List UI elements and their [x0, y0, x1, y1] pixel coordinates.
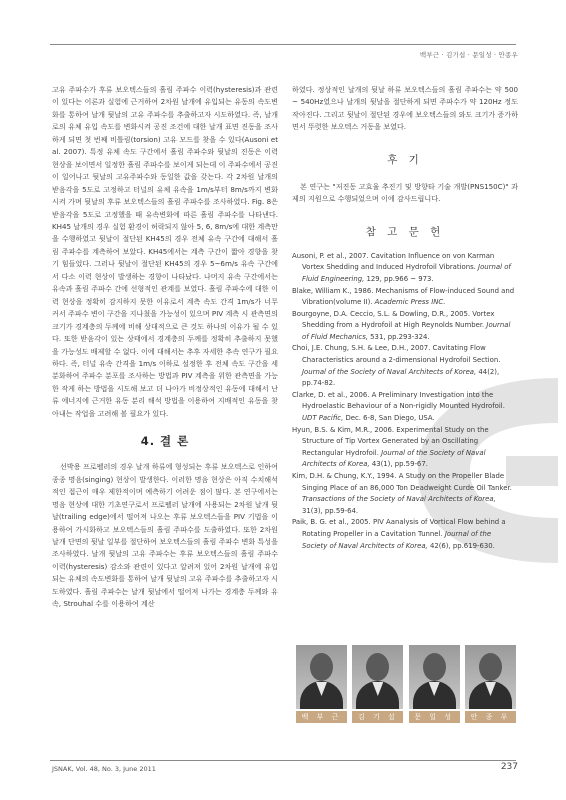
footer-journal-citation: JSNAK, Vol. 48, No. 3, June 2011: [52, 765, 156, 773]
author-name-label: 백 부 근: [296, 711, 347, 723]
running-header-authors: 백부근 · 김기섭 · 문일성 · 안종우: [419, 51, 518, 59]
author-card: [409, 645, 460, 751]
author-card: [465, 645, 516, 751]
author-card: [296, 645, 347, 751]
author-name-label: 안 종 우: [465, 711, 516, 723]
references-heading: 참 고 문 헌: [365, 225, 445, 238]
reference-item: Ausoni, P. et al., 2007. Cavitation Influence on von Karman Vortex Shedding and Induced Hydrofoil Vibrations. Journal of Fluid Engineering, 129, pp.966 ~ 973.: [292, 251, 511, 283]
author-card: [352, 645, 403, 751]
right-column: [292, 84, 518, 552]
left-column: [52, 84, 278, 611]
header-rule: [50, 44, 516, 45]
author-photo: [352, 645, 403, 709]
reference-item: Bourgoyne, D.A. Ceccio, S.L. & Dowling, D.R., 2005. Vortex Shedding from a Hydrofoil at High Reynolds Number. Journal of Fluid Mechanics, 531, pp.293-324.: [292, 309, 511, 341]
author-photo: [465, 645, 516, 709]
conclusion-continued-text: [292, 84, 518, 134]
reference-item: Hyun, B.S. & Kim, M.R., 2006. Experimental Study on the Structure of Tip Vortex Generated by an Oscillating Rectangular Hydrofoil. Journal of the Society of Naval Architects of Korea, 43(1), pp.59-67.: [292, 425, 489, 469]
reference-item: Blake, William K., 1986. Mechanisms of Flow-induced Sound and Vibration(volume II). Academic Press INC.: [292, 286, 515, 307]
author-photo: [296, 645, 347, 709]
conclusion-text: [52, 461, 278, 610]
author-name-label: 문 일 성: [409, 711, 460, 723]
reference-item: Clarke, D. et al., 2006. A Preliminary Investigation into the Hydroelastic Behaviour of a Non-rigidly Mounted Hydrofoil. UDT Pacific, Dec. 6-8, San Diego, USA.: [292, 390, 505, 423]
discussion-paragraph: 고유 주파수가 후류 보오텍스들의 흘림 주파수 이력(hysteresis)과 관련이 있다는 이론과 실험에 근거하여 2차원 날개에 유입되는 유동의 속도변화를 통하여 날개 뒷날의 고유 주파수를 추출하고자 시도하였다. 즉, 날개로의 유체 유입 속도를 변화시켜 공진 조건에 대한 날개 표면 진동을 조사하게 되면 첫 번째 비틀림(torsion) 고유 모드를 찾을 수 있다(Ausoni et al. 2007). 특정 유체 속도 구간에서 흘림 주파수와 뒷날의 진동은 이력 현상을 보이면서 일정한 흘림 주파수를 보이게 되는데 이 주파수에서 공진이 일어나고 뒷날의 고유주파수와 동일한 값을 갖는다. 각 2차원 날개의 받음각을 5도로 고정하고 터널의 유체 유속을 1m/s부터 8m/s까지 변화시켜 가며 뒷날의 후류 보오텍스들의 흘림 주파수를 조사하였다. Fig. 8은 받음각을 5도로 고정했을 때 유속변화에 따른 흘림 주파수를 나타낸다. KH45 날개의 경우 실험 환경이 허락되지 않아 5, 6, 8m/s에 대한 계측만을 수행하였고 뒷날이 절단된 KH45의 경우 전체 유속 구간에 대해서 흘림 주파수를 계측하여 보았다. KH45에서는 계측 구간이 짧아 경향을 찾기 힘들었다. 그러나 뒷날이 절단된 KH45의 경우 5~6m/s 유속 구간에서 다소 이력 현상이 발생하는 경향이 나타났다. 나머지 유속 구간에서는 유속과 흘림 주파수 간에 선형적인 관계를 보였다. 흘림 주파수에 대한 이력 현상을 정확히 감지하지 못한 이유로서 계측 속도 간격 1m/s가 너무 커서 주파수 변이 구간을 지나쳤을 가능성이 있으며 PIV 계측 시 관측면의 크기가 경계층의 두께에 비해 상대적으로 큰 것도 하나의 이유가 될 수 있다. 또한 받음각이 있는 상태에서 경계층의 두께를 정확히 추출하지 못했을 가능성도 배제할 수 없다. 이에 대해서는 추후 자세한 추속 연구가 필요하다. 즉, 터널 유속 간격을 1m/s 이하로 설정한 후 전체 속도 구간을 세분화하여 주파수 분포를 조사하는 방법과 PIV 계측을 위한 관측면을 가능한 작게 하는 방법을 시도해 보고 더 나아가 비정상적인 유동에 대해서 난류 에너지에 근거한 유동 분리 해석 방법을 이용하여 지배적인 유동을 찾아내는 작업을 고려해 볼 필요가 있다.: [52, 85, 278, 418]
author-photos: [296, 645, 516, 751]
footer-rule: [50, 760, 516, 761]
discussion-text: [52, 84, 278, 420]
acknowledgement-paragraph: 본 연구는 "저진동 고효율 추진기 및 방향타 기술 개발(PNS150C)" 과제의 지원으로 수행되었으며 이에 감사드립니다.: [292, 181, 518, 204]
reference-list: [292, 251, 518, 552]
reference-item: Kim, D.H. & Chung, K.Y., 1994. A Study on the Propeller Blade Singing Place of an 86,000 Ton Deadweight Curde Oil Tanker. Transactions of the Society of Naval Architects of Korea, 31(3), pp.59-64.: [292, 472, 512, 515]
author-name-label: 김 기 섭: [352, 711, 403, 723]
conclusion-continued-paragraph: 하였다. 정상적인 날개의 뒷날 하류 보오텍스들의 흘림 주파수는 약 500 ~ 540Hz였으나 날개의 뒷날을 절단하게 되면 주파수가 약 120Hz 정도 작아진다. 그리고 뒷날이 절단된 경우에 보오텍스들의 와도 크기가 증가하면서 뚜렷한 보오텍스 거동을 보였다.: [292, 85, 518, 132]
page-number: 237: [500, 762, 518, 772]
acknowledgement-heading: 후 기: [387, 153, 423, 166]
conclusion-heading: 4. 결 론: [140, 434, 190, 449]
reference-item: Paik, B. G. et al., 2005. PIV Aanalysis of Vortical Flow behind a Rotating Propeller in a Cavitation Tunnel. Journal of the Society of Naval Architects of Korea, 42(6), pp.619-630.: [292, 518, 506, 550]
reference-item: Choi, J.E. Chung, S.H. & Lee, D.H., 2007. Cavitating Flow Characteristics around a 2-dimensional Hydrofoil Section. Journal of the Society of Naval Architects of Korea, 44(2), pp.74-82.: [292, 344, 501, 388]
conclusion-paragraph: 선박용 프로펠러의 경우 날개 하류에 형성되는 후류 보오텍스로 인하여 종종 명음(singing) 현상이 발생한다. 이러한 명음 현상은 아직 수치해석적인 접근이 매우 제한적이며 예측하기 어려운 점이 많다. 본 연구에서는 명음 현상에 대한 기초연구로서 프로펠러 날개에 사용되는 2차원 날개 뒷날(trailing edge)에서 떨어져 나오는 후류 보오텍스들을 PIV 기법을 이용하여 가시화하고 보오텍스들의 흘림 주파수를 도출하였다. 또한 2차원 날개 단면의 뒷날 일부를 절단하여 보오텍스들의 흘림 주파수 변화 특성을 조사하였다. 날개 뒷날의 고유 주파수는 후류 보오텍스들의 흘림 주파수 이력(hysteresis) 감소와 관련이 있다고 알려져 있어 2차원 날개에 유입되는 유체의 속도변화를 통하여 날개 뒷날의 고유 주파수를 추출하고자 시도하였다. 흘림 주파수는 날개 뒷날에서 떨어져 나가는 경계층 두께와 유속, Strouhal 수를 이용하여 계산: [52, 462, 278, 609]
acknowledgement-text: [292, 181, 518, 206]
author-photo: [409, 645, 460, 709]
